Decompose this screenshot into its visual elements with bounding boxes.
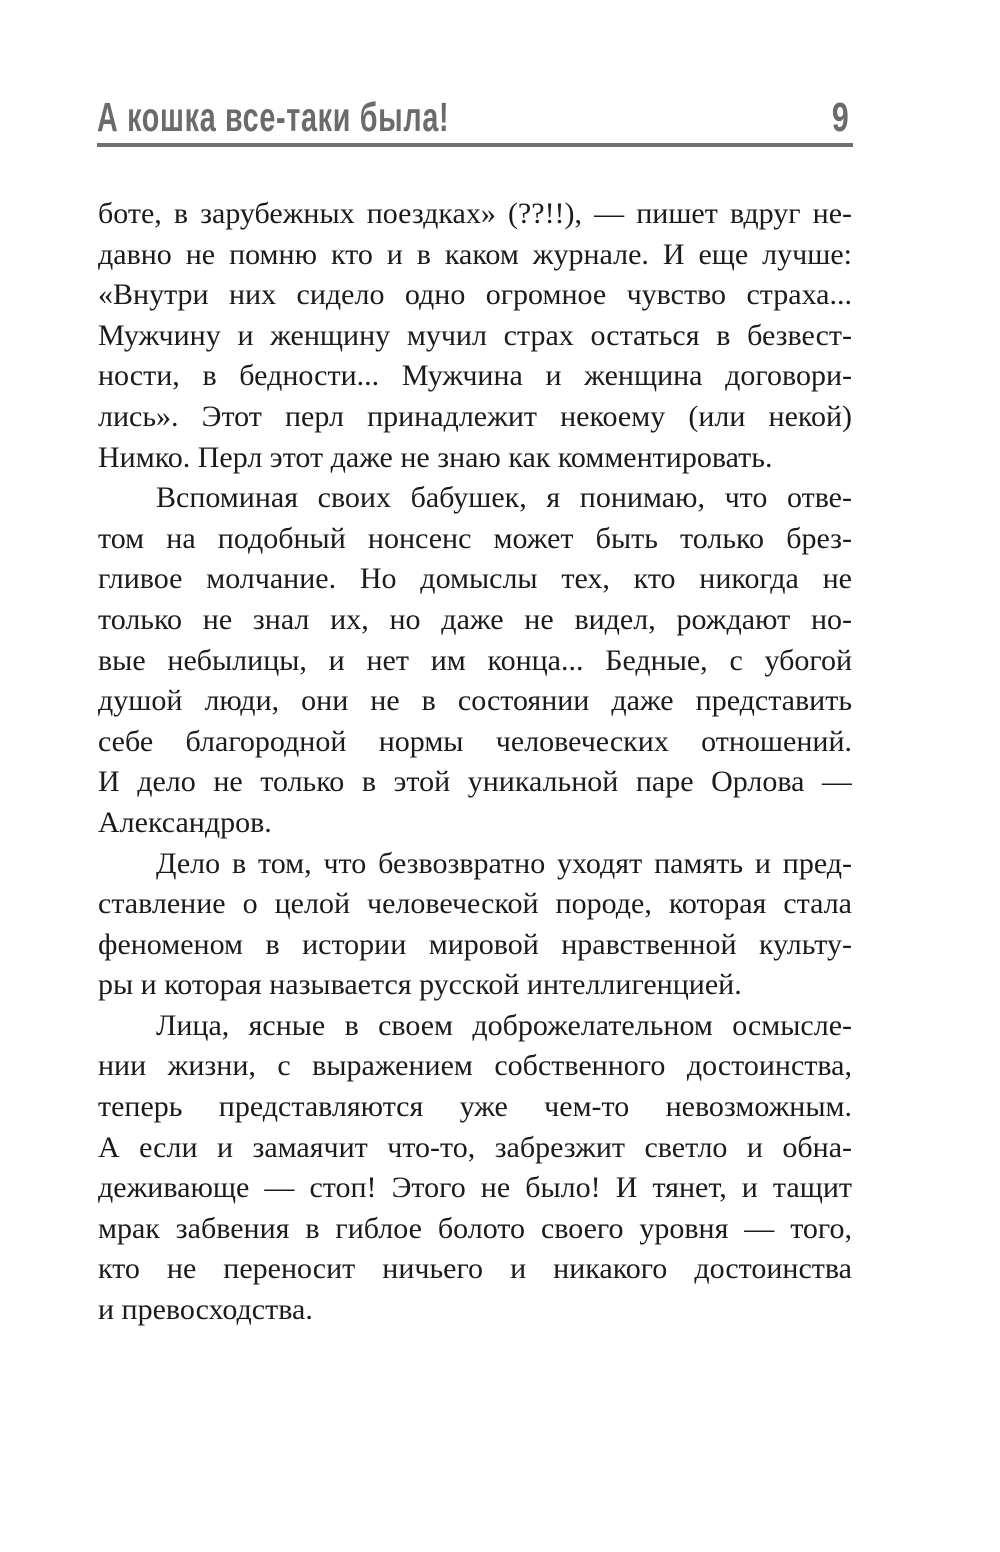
paragraph	[98, 478, 852, 843]
text-line: Дело в том, что безвозвратно уходят память и пред-	[156, 846, 852, 880]
paragraph	[98, 844, 852, 1006]
text-line: Мужчину и женщину мучил страх остаться в безвест-	[98, 318, 852, 352]
text-line: том на подобный нонсенс может быть только брез-	[98, 521, 852, 555]
text-line: А если и замаячит что-то, забрезжит светло и обна-	[98, 1130, 852, 1164]
text-line: кто не переносит ничьего и никакого достоинства	[98, 1252, 852, 1286]
body-text	[98, 194, 852, 1331]
text-line: ности, в бедности... Мужчина и женщина договори-	[98, 359, 852, 393]
text-line: ставление о целой человеческой породе, которая стала	[98, 887, 852, 921]
text-line: Вспоминая своих бабушек, я понимаю, что отве-	[156, 481, 852, 515]
text-line: ры и которая называется русской интеллигенцией.	[98, 968, 742, 1002]
text-line: нии жизни, с выражением собственного достоинства,	[98, 1049, 852, 1083]
text-line: теперь представляются уже чем-то невозможным.	[98, 1090, 852, 1124]
text-line: душой люди, они не в состоянии даже представить	[98, 684, 852, 718]
paragraph	[98, 1006, 852, 1331]
text-line: себе благородной нормы человеческих отношений.	[98, 724, 852, 758]
text-line: лись». Этот перл принадлежит некоему (или некой)	[98, 399, 852, 433]
text-line: давно не помню кто и в каком журнале. И еще лучше:	[98, 237, 852, 271]
text-line: только не знал их, но даже не видел, рождают но-	[98, 602, 852, 636]
text-line: Александров.	[98, 805, 272, 839]
page-number: 9	[832, 94, 849, 140]
header-rule	[97, 143, 853, 147]
text-line: «Внутри них сидело одно огромное чувство страха...	[98, 278, 852, 312]
text-line: мрак забвения в гиблое болото своего уровня — того,	[98, 1211, 852, 1245]
running-header-title: А кошка все-таки была!	[97, 94, 450, 140]
text-line: Лица, ясные в своем доброжелательном осмысле-	[156, 1008, 852, 1042]
text-line: боте, в зарубежных поездках» (??!!), — пишет вдруг не-	[98, 197, 852, 230]
text-line: вые небылицы, и нет им конца... Бедные, с убогой	[98, 643, 852, 677]
paragraph	[98, 194, 852, 478]
text-line: деживающе — стоп! Этого не было! И тянет, и тащит	[98, 1171, 852, 1205]
text-line: И дело не только в этой уникальной паре Орлова —	[98, 765, 852, 799]
text-line: феноменом в истории мировой нравственной культу-	[98, 927, 852, 961]
text-line: и превосходства.	[98, 1293, 313, 1327]
text-line: гливое молчание. Но домыслы тех, кто никогда не	[98, 562, 852, 596]
text-line: Нимко. Перл этот даже не знаю как комментировать.	[98, 440, 773, 474]
